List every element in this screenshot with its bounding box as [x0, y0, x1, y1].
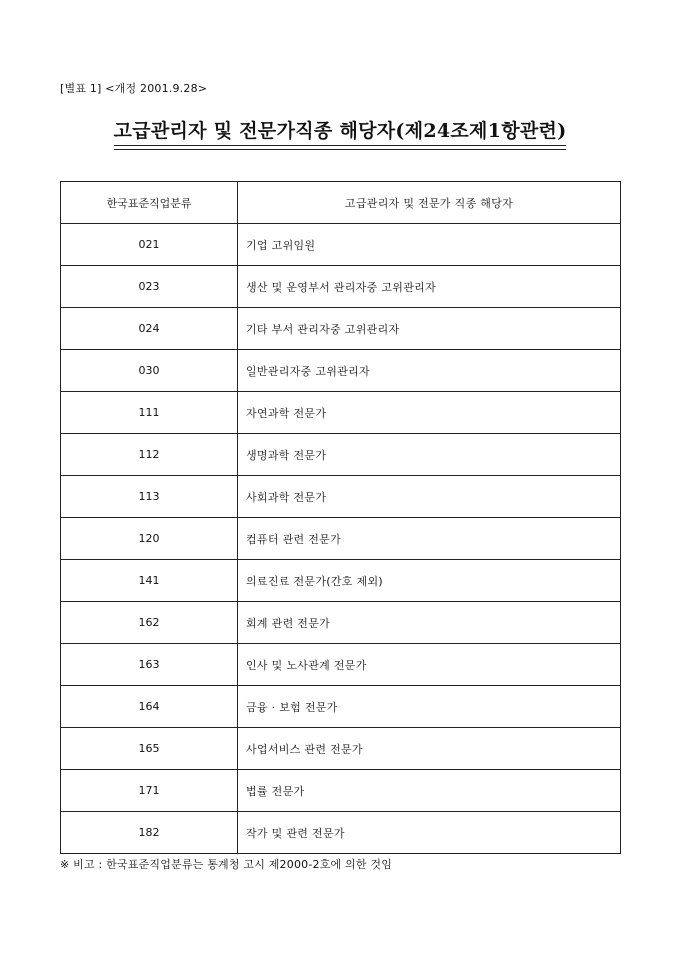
occupation-name: 사업서비스 관련 전문가 [238, 728, 621, 770]
table-row [61, 518, 621, 560]
occupation-code: 030 [61, 350, 238, 392]
table-row [61, 392, 621, 434]
occupation-name: 인사 및 노사관계 전문가 [238, 644, 621, 686]
occupation-name: 컴퓨터 관련 전문가 [238, 518, 621, 560]
occupation-code: 182 [61, 812, 238, 854]
occupation-name: 기업 고위임원 [238, 224, 621, 266]
occupation-name: 생명과학 전문가 [238, 434, 621, 476]
occupation-name: 금융 · 보험 전문가 [238, 686, 621, 728]
occupation-name: 생산 및 운영부서 관리자중 고위관리자 [238, 266, 621, 308]
header-occupation: 고급관리자 및 전문가 직종 해당자 [238, 182, 621, 224]
table-row [61, 308, 621, 350]
occupation-code: 171 [61, 770, 238, 812]
occupation-name: 법률 전문가 [238, 770, 621, 812]
footnote-remark: ※ 비고 : 한국표준직업분류는 통계청 고시 제2000-2호에 의한 것임 [60, 858, 393, 871]
occupation-code: 120 [61, 518, 238, 560]
table-row [61, 686, 621, 728]
occupation-code: 165 [61, 728, 238, 770]
table-row [61, 728, 621, 770]
table-row [61, 350, 621, 392]
table-row [61, 770, 621, 812]
title-container [0, 116, 680, 143]
table-row [61, 224, 621, 266]
table-header-row [61, 182, 621, 224]
table-row [61, 476, 621, 518]
occupation-name: 의료진료 전문가(간호 제외) [238, 560, 621, 602]
occupation-code: 112 [61, 434, 238, 476]
occupation-code: 141 [61, 560, 238, 602]
occupation-name: 일반관리자중 고위관리자 [238, 350, 621, 392]
occupation-code: 164 [61, 686, 238, 728]
occupation-code: 113 [61, 476, 238, 518]
table-row [61, 266, 621, 308]
occupation-code: 024 [61, 308, 238, 350]
table-row [61, 644, 621, 686]
occupation-code: 111 [61, 392, 238, 434]
occupation-code: 021 [61, 224, 238, 266]
document-title: 고급관리자 및 전문가직종 해당자(제24조제1항관련) [113, 120, 567, 142]
occupation-name: 회계 관련 전문가 [238, 602, 621, 644]
table-row [61, 812, 621, 854]
title-double-underline [114, 145, 566, 150]
occupation-code: 023 [61, 266, 238, 308]
occupation-code: 163 [61, 644, 238, 686]
table-row [61, 560, 621, 602]
header-classification: 한국표준직업분류 [61, 182, 238, 224]
table-row [61, 434, 621, 476]
occupation-name: 자연과학 전문가 [238, 392, 621, 434]
annex-header-note: [별표 1] <개정 2001.9.28> [60, 82, 208, 95]
occupation-name: 기타 부서 관리자중 고위관리자 [238, 308, 621, 350]
table-row [61, 602, 621, 644]
occupation-name: 사회과학 전문가 [238, 476, 621, 518]
occupation-code: 162 [61, 602, 238, 644]
occupation-table [60, 181, 621, 854]
occupation-name: 작가 및 관련 전문가 [238, 812, 621, 854]
